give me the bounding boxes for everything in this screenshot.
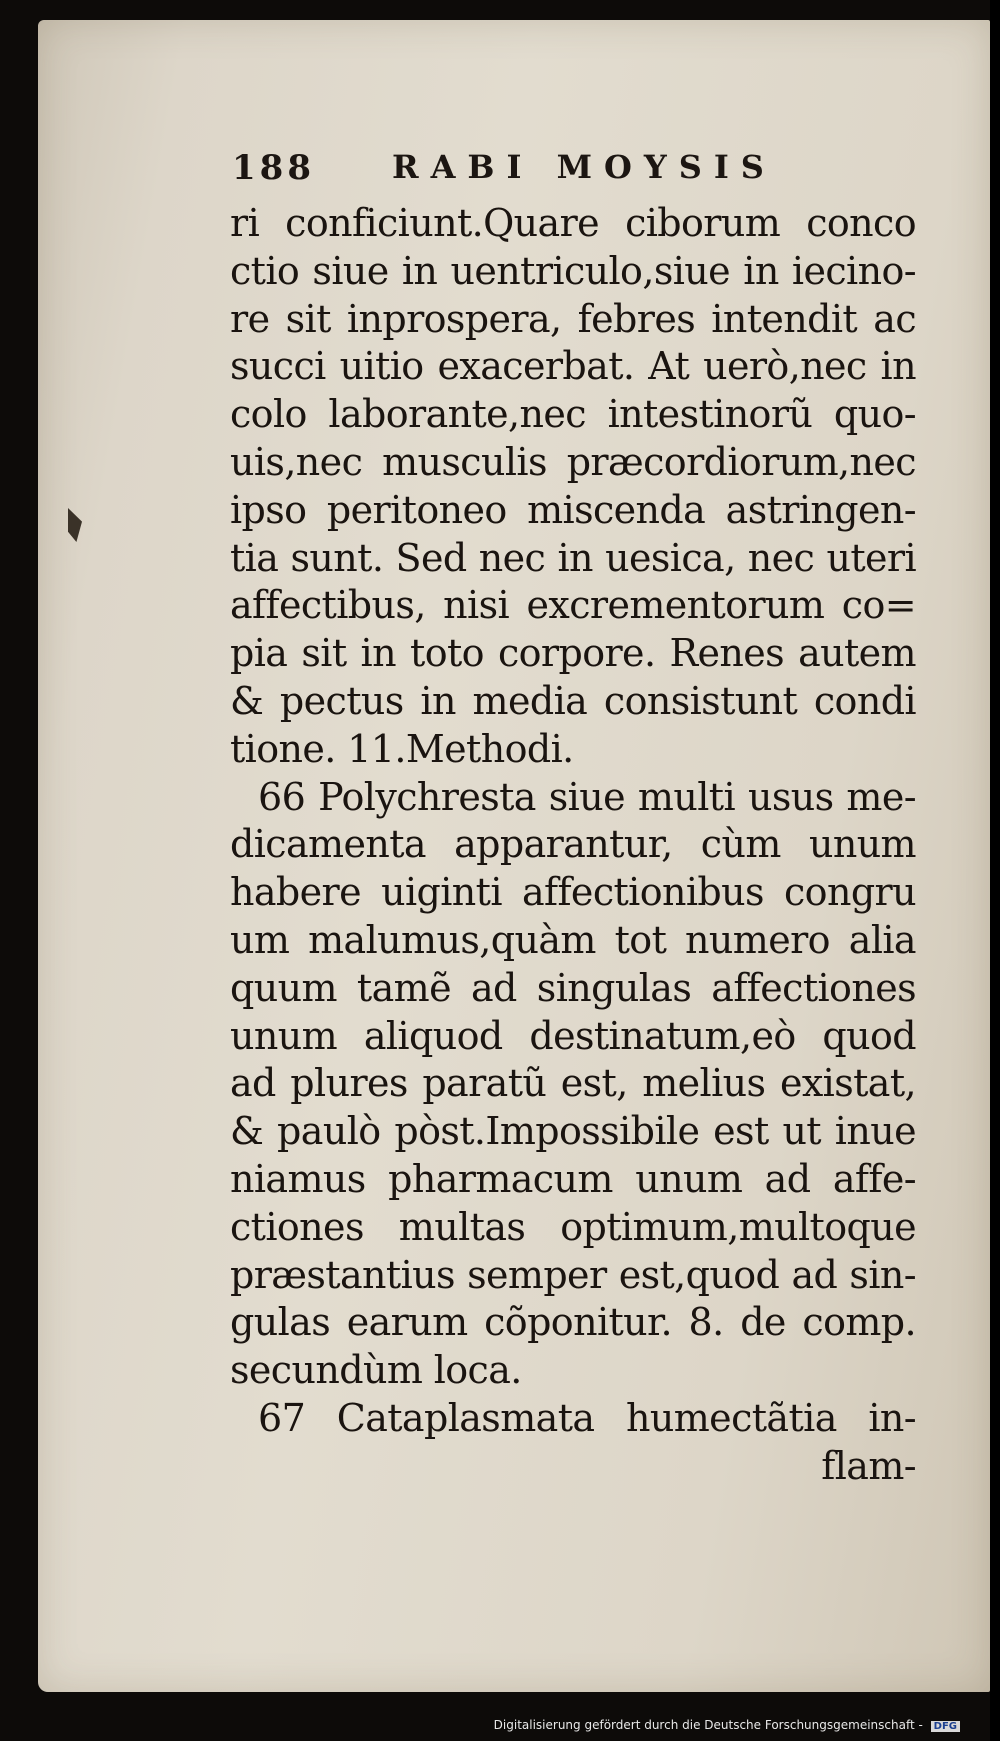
text-line: dicamenta apparantur, cùm unum — [230, 822, 916, 867]
page-header — [232, 148, 912, 188]
text-line: ctio siue in uentriculo,siue in iecino- — [230, 248, 916, 293]
text-line: unum aliquod destinatum,eò quod — [230, 1013, 916, 1058]
text-line: colo laborante,nec intestinorũ quo- — [230, 392, 916, 437]
text-line: ipso peritoneo miscenda astringen- — [230, 487, 916, 532]
text-line: re sit inprospera, febres intendit ac — [230, 296, 916, 341]
binding-mark — [68, 508, 82, 542]
book-spine-edge — [990, 0, 1000, 1741]
text-line: affectibus, nisi excrementorum co= — [230, 583, 916, 628]
text-line: ad plures paratũ est, melius existat, — [230, 1061, 916, 1106]
text-line: succi uitio exacerbat. At uerò,nec in — [230, 344, 916, 389]
text-block — [230, 200, 916, 1491]
text-line: pia sit in toto corpore. Renes autem — [230, 631, 916, 676]
page-number: 188 — [232, 148, 315, 188]
text-line: habere uiginti affectionibus congru — [230, 870, 916, 915]
text-line: tione. 11.Methodi. — [230, 726, 574, 771]
text-line: secundùm loca. — [230, 1348, 522, 1393]
dfg-logo: DFG — [931, 1721, 960, 1732]
text-line: niamus pharmacum unum ad affe- — [230, 1156, 916, 1201]
text-line: um malumus,quàm tot numero alia — [230, 917, 916, 962]
text-line: & pectus in media consistunt condi — [230, 678, 916, 723]
text-line: 67 Cataplasmata humectãtia in- — [258, 1395, 916, 1440]
digitization-footer — [0, 1718, 1000, 1738]
catchword: flam- — [821, 1443, 916, 1488]
text-line: uis,nec musculis præcordiorum,nec — [230, 439, 916, 484]
text-line: gulas earum cõponitur. 8. de comp. — [230, 1300, 916, 1345]
text-line: ri conficiunt.Quare ciborum conco — [230, 201, 916, 245]
text-line: 66 Polychresta siue multi usus me- — [258, 774, 916, 819]
funding-credit: Digitalisierung gefördert durch die Deutsche Forschungsgemeinschaft - — [493, 1718, 923, 1732]
text-line: & paulò pòst.Impossibile est ut inue — [230, 1109, 916, 1154]
text-line: præstantius semper est,quod ad sin- — [230, 1252, 916, 1297]
text-line: ctiones multas optimum,multoque — [230, 1204, 916, 1249]
running-head: RABI MOYSIS — [392, 148, 776, 186]
text-line: tia sunt. Sed nec in uesica, nec uteri — [230, 535, 916, 580]
text-line: quum tamẽ ad singulas affectiones — [230, 965, 916, 1010]
